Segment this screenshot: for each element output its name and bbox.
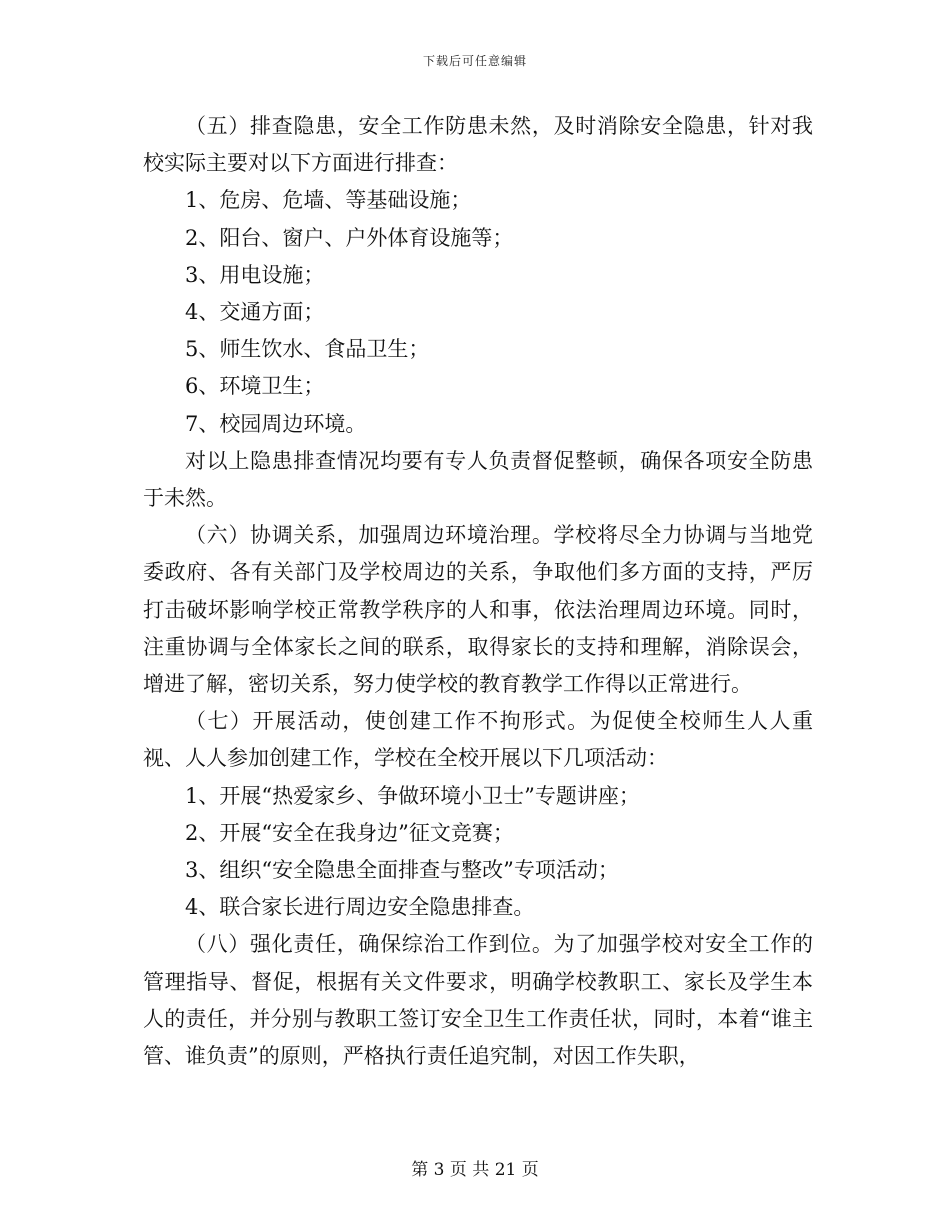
list-item: 7、校园周边环境。	[185, 411, 367, 436]
list-item: 2、阳台、窗户、户外体育设施等；	[185, 225, 514, 250]
page-number: 第 3 页 共 21 页	[411, 1160, 539, 1180]
paragraph: （五）排查隐患，安全工作防患未然，及时消除安全隐患，针对我校实际主要对以下方面进行排查：	[143, 114, 813, 176]
list-item: 4、交通方面；	[185, 300, 325, 325]
list-item: 3、组织“安全隐患全面排查与整改”专项活动；	[185, 858, 619, 883]
paragraph: （七）开展活动，使创建工作不拘形式。为促使全校师生人人重视、人人参加创建工作，学校在全校开展以下几项活动：	[143, 709, 813, 771]
list-item: 3、用电设施；	[185, 262, 325, 287]
page-header: 下载后可任意编辑	[422, 54, 527, 68]
list-item: 6、环境卫生；	[185, 374, 325, 399]
list-item: 5、师生饮水、食品卫生；	[185, 337, 430, 362]
list-item: 1、开展“热爱家乡、争做环境小卫士”专题讲座；	[185, 783, 640, 808]
paragraph: （八）强化责任，确保综治工作到位。为了加强学校对安全工作的管理指导、督促，根据有关文件要求，明确学校教职工、家长及学生本人的责任，并分别与教职工签订安全卫生工作责任状，同时，本着“谁主管、谁负责”的原则，严格执行责任追究制，对因工作失职，	[143, 932, 813, 1069]
list-item: 2、开展“安全在我身边”征文竞赛；	[185, 820, 514, 845]
list-item: 1、危房、危墙、等基础设施；	[185, 188, 472, 213]
list-item: 4、联合家长进行周边安全隐患排查。	[185, 895, 535, 920]
document-body	[143, 108, 813, 1075]
paragraph: 对以上隐患排查情况均要有专人负责督促整顿，确保各项安全防患于未然。	[143, 448, 813, 511]
paragraph: （六）协调关系，加强周边环境治理。学校将尽全力协调与当地党委政府、各有关部门及学校周边的关系，争取他们多方面的支持，严厉打击破坏影响学校正常教学秩序的人和事，依法治理周边环境。同时，注重协调与全体家长之间的联系，取得家长的支持和理解，消除误会，增进了解，密切关系，努力使学校的教育教学工作得以正常进行。	[143, 523, 813, 697]
